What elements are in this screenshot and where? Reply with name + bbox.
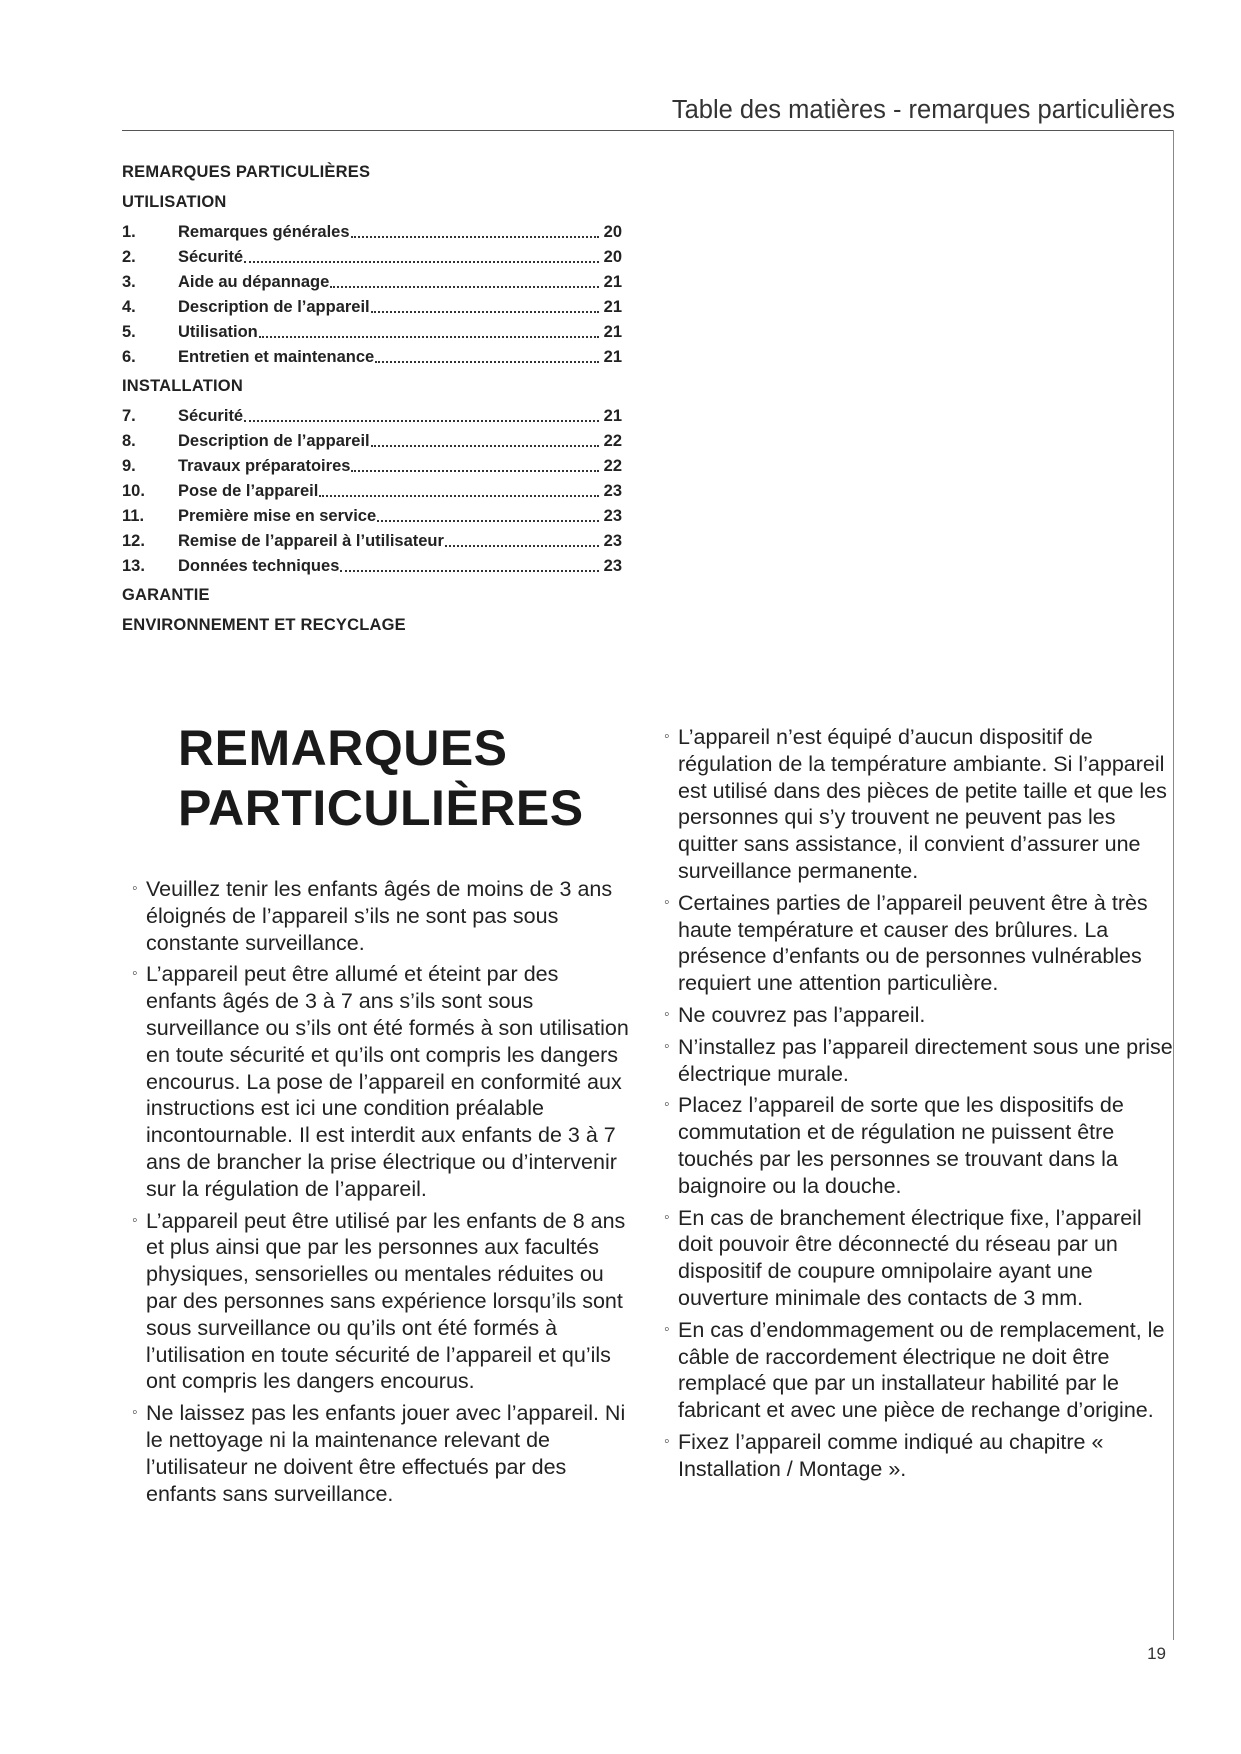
toc-entry-page: 21 xyxy=(603,273,622,291)
bullet-icon: ◦ xyxy=(664,728,670,745)
toc-entry-label: Entretien et maintenance xyxy=(178,348,375,366)
toc-dot-leader xyxy=(259,335,599,338)
bullet-icon: ◦ xyxy=(132,965,138,983)
toc-section-garantie[interactable]: GARANTIE xyxy=(122,586,210,604)
paragraph-text: Placez l’appareil de sorte que les dispositifs de commutation et de régulation ne puissent être touchés par les personnes se trouvant dans la baignoire ou la douche. xyxy=(678,1093,1124,1198)
toc-entry-number: 3. xyxy=(122,273,136,291)
toc-dot-leader xyxy=(377,519,599,522)
toc-entry[interactable] xyxy=(122,220,622,245)
toc-entry-label: Pose de l’appareil xyxy=(178,482,319,500)
bullet-icon: ◦ xyxy=(664,1037,670,1055)
toc-dot-leader xyxy=(330,285,599,288)
toc-entry-page: 20 xyxy=(603,223,622,241)
paragraph-text: Fixez l’appareil comme indiqué au chapitre « Installation / Montage ». xyxy=(678,1429,1104,1481)
list-item xyxy=(664,1205,1174,1312)
toc-entry-number: 2. xyxy=(122,248,136,266)
toc-entry-page: 23 xyxy=(603,482,622,500)
toc-entry[interactable] xyxy=(122,245,622,270)
toc-entry-number: 7. xyxy=(122,407,136,425)
toc-dot-leader xyxy=(351,235,599,238)
toc-entry[interactable] xyxy=(122,454,622,479)
header-divider xyxy=(122,130,1174,131)
bullet-icon: ◦ xyxy=(664,1096,670,1114)
toc-entry[interactable] xyxy=(122,270,622,295)
toc-dot-leader xyxy=(319,494,599,497)
toc-dot-leader xyxy=(351,469,599,472)
paragraph-text: En cas de branchement électrique fixe, l’appareil doit pouvoir être déconnecté du réseau par un dispositif de coupure omnipolaire ayant une ouverture minimale des contacts de 3 mm. xyxy=(678,1205,1142,1310)
page-number: 19 xyxy=(1147,1644,1166,1663)
toc-entry-page: 21 xyxy=(603,348,622,366)
toc-entry-page: 23 xyxy=(603,507,622,525)
table-of-contents xyxy=(122,160,622,643)
toc-entry[interactable] xyxy=(122,295,622,320)
list-item xyxy=(132,961,632,1202)
toc-entry-label: Remarques générales xyxy=(178,223,350,241)
toc-entry[interactable] xyxy=(122,554,622,579)
list-item xyxy=(132,1400,632,1507)
toc-entry-label: Remise de l’appareil à l’utilisateur xyxy=(178,532,444,550)
page-header-title: Table des matières - remarques particulières xyxy=(671,96,1175,124)
bullet-icon: ◦ xyxy=(664,1432,670,1450)
list-item xyxy=(664,724,1174,885)
left-column xyxy=(132,876,632,1512)
toc-entry-label: Aide au dépannage xyxy=(178,273,330,291)
toc-dot-leader xyxy=(371,444,599,447)
toc-list-utilisation xyxy=(122,220,622,370)
bullet-icon: ◦ xyxy=(664,1005,670,1023)
toc-entry-page: 22 xyxy=(603,457,622,475)
paragraph-text: L’appareil n’est équipé d’aucun dispositif de régulation de la température ambiante. Si l’appareil est utilisé dans des pièces de petite taille et que les personnes qui s’y trouvent ne peuvent pas les quitter sans assistance, il convient d’assurer une surveillance permanente. xyxy=(678,725,1167,883)
toc-entry-number: 13. xyxy=(122,557,145,575)
paragraph-text: N’installez pas l’appareil directement sous une prise électrique murale. xyxy=(678,1034,1173,1086)
toc-list-installation xyxy=(122,404,622,579)
section-title xyxy=(178,718,584,838)
bullet-icon: ◦ xyxy=(664,1320,670,1338)
bullet-icon: ◦ xyxy=(664,1208,670,1226)
toc-entry[interactable] xyxy=(122,345,622,370)
list-item xyxy=(664,1034,1174,1088)
toc-entry-page: 22 xyxy=(603,432,622,450)
toc-entry-number: 10. xyxy=(122,482,145,500)
toc-entry[interactable] xyxy=(122,504,622,529)
paragraph-text: L’appareil peut être utilisé par les enfants de 8 ans et plus ainsi que par les personnes aux facultés physiques, sensorielles ou mentales réduites ou par des personnes sans expérience lorsqu’ils sont sous surveillance ou qu’ils ont été formés à l’utilisation en toute sécurité de l’appareil et qu’ils ont compris les dangers encourus. xyxy=(146,1208,626,1394)
toc-entry-label: Description de l’appareil xyxy=(178,432,370,450)
list-item xyxy=(664,1092,1174,1199)
toc-entry-label: Description de l’appareil xyxy=(178,298,370,316)
list-item xyxy=(132,876,632,956)
bullet-icon: ◦ xyxy=(132,1404,138,1422)
toc-entry-number: 9. xyxy=(122,457,136,475)
toc-entry-label: Travaux préparatoires xyxy=(178,457,351,475)
toc-entry-page: 20 xyxy=(603,248,622,266)
list-item xyxy=(132,1208,632,1396)
section-title-line2: PARTICULIÈRES xyxy=(178,780,584,836)
toc-entry-page: 21 xyxy=(603,323,622,341)
toc-entry-number: 6. xyxy=(122,348,136,366)
toc-dot-leader xyxy=(445,544,599,547)
toc-entry-page: 23 xyxy=(603,532,622,550)
toc-entry-number: 4. xyxy=(122,298,136,316)
toc-dot-leader xyxy=(244,260,599,263)
toc-entry-number: 8. xyxy=(122,432,136,450)
toc-entry[interactable] xyxy=(122,429,622,454)
paragraph-text: Veuillez tenir les enfants âgés de moins de 3 ans éloignés de l’appareil s’ils ne sont pas sous constante surveillance. xyxy=(146,877,613,955)
toc-section-remarques[interactable]: REMARQUES PARTICULIÈRES xyxy=(122,163,371,181)
toc-entry-label: Sécurité xyxy=(178,407,244,425)
toc-entry-page: 21 xyxy=(603,298,622,316)
right-column xyxy=(664,724,1174,1488)
list-item xyxy=(664,1429,1174,1483)
bullet-icon: ◦ xyxy=(664,893,670,911)
toc-section-environnement[interactable]: ENVIRONNEMENT ET RECYCLAGE xyxy=(122,616,406,634)
toc-entry-page: 21 xyxy=(603,407,622,425)
bullet-icon: ◦ xyxy=(132,880,138,897)
toc-entry-number: 1. xyxy=(122,223,136,241)
toc-entry-page: 23 xyxy=(603,557,622,575)
toc-entry[interactable] xyxy=(122,320,622,345)
list-item xyxy=(664,1317,1174,1424)
toc-section-installation[interactable]: INSTALLATION xyxy=(122,377,243,395)
paragraph-text: L’appareil peut être allumé et éteint par des enfants âgés de 3 à 7 ans s’ils sont sous surveillance ou s’ils ont été formés à son utilisation en toute sécurité et qu’ils ont compris les dangers encourus. La pose de l’appareil en conformité aux instructions est ici une condition préalable incontournable. Il est interdit aux enfants de 3 à 7 ans de brancher la prise électrique ou d’intervenir sur la régulation de l’appareil. xyxy=(146,962,629,1201)
toc-entry[interactable] xyxy=(122,404,622,429)
bullet-icon: ◦ xyxy=(132,1211,138,1229)
toc-dot-leader xyxy=(244,419,599,422)
list-item xyxy=(664,890,1174,997)
list-item xyxy=(664,1002,1174,1029)
toc-entry-number: 11. xyxy=(122,507,145,525)
toc-dot-leader xyxy=(375,360,599,363)
paragraph-text: Certaines parties de l’appareil peuvent être à très haute température et causer des brûlures. La présence d’enfants ou de personnes vulnérables requiert une attention particulière. xyxy=(678,890,1148,996)
toc-entry[interactable] xyxy=(122,479,622,504)
toc-entry-number: 12. xyxy=(122,532,145,550)
section-title-line1: REMARQUES xyxy=(178,720,508,776)
toc-dot-leader xyxy=(371,310,599,313)
toc-dot-leader xyxy=(340,569,599,572)
paragraph-text: Ne laissez pas les enfants jouer avec l’appareil. Ni le nettoyage ni la maintenance relevant de l’utilisateur ne doivent être effectués par des enfants sans surveillance. xyxy=(146,1401,626,1506)
toc-section-utilisation[interactable]: UTILISATION xyxy=(122,193,227,211)
toc-entry-number: 5. xyxy=(122,323,136,341)
toc-entry-label: Première mise en service xyxy=(178,507,377,525)
toc-entry-label: Utilisation xyxy=(178,323,258,341)
toc-entry-label: Données techniques xyxy=(178,557,340,575)
paragraph-text: Ne couvrez pas l’appareil. xyxy=(678,1002,926,1027)
toc-entry[interactable] xyxy=(122,529,622,554)
paragraph-text: En cas d’endommagement ou de remplacement, le câble de raccordement électrique ne doit être remplacé que par un installateur habilité par le fabricant et avec une pièce de rechange d’origine. xyxy=(678,1317,1165,1423)
toc-entry-label: Sécurité xyxy=(178,248,244,266)
